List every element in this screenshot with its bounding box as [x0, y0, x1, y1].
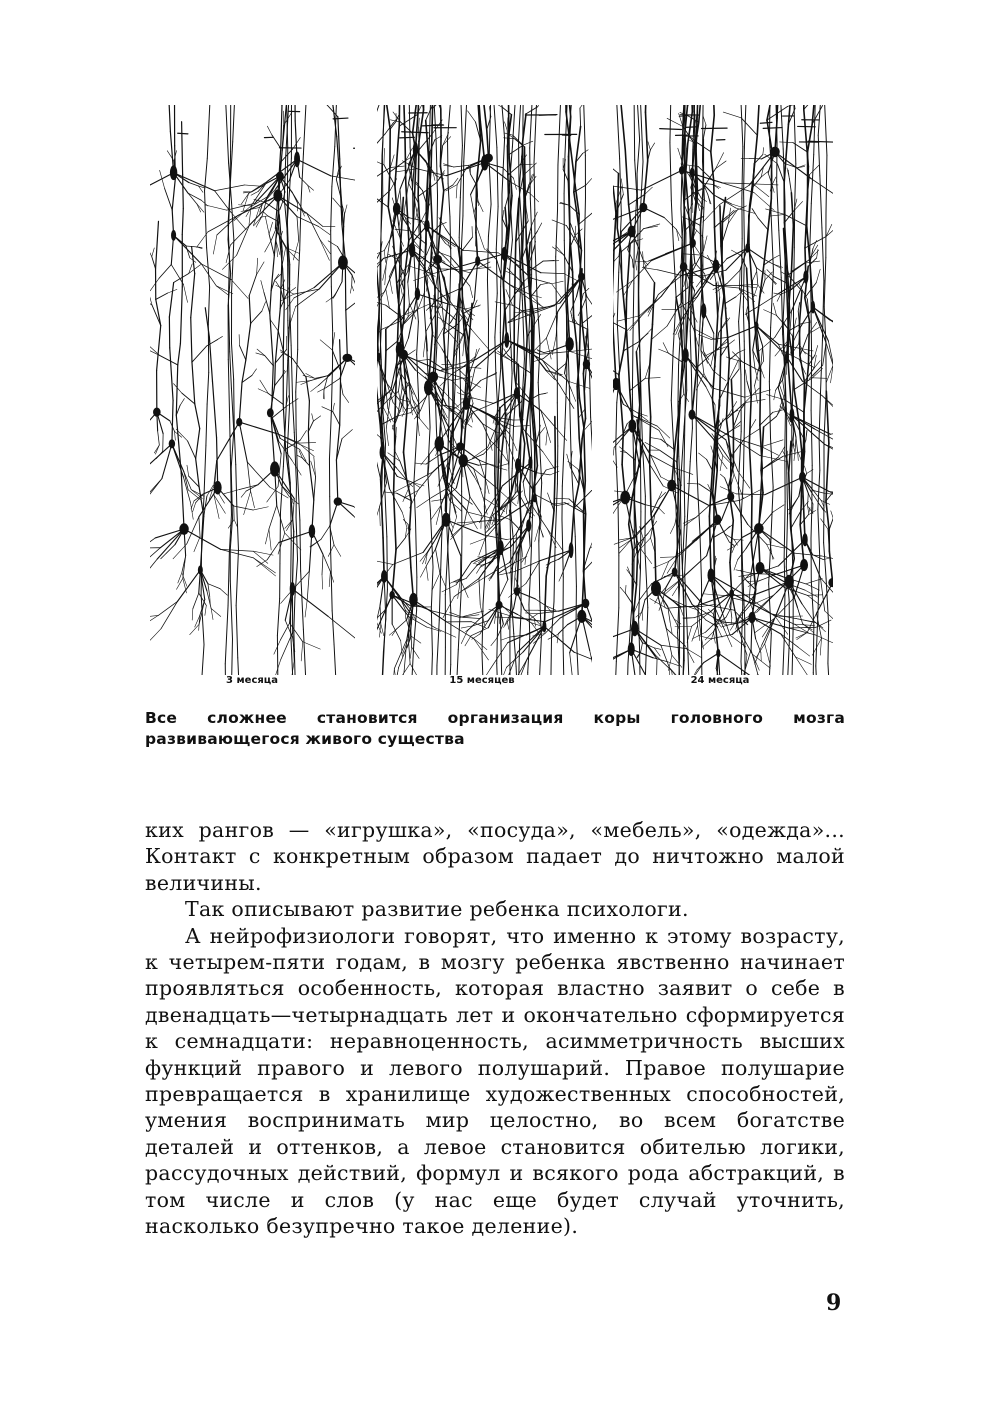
paragraph-3: А нейрофизиологи говорят, что именно к этому возрасту, к четырем-пяти годам, в мозгу ребенка явственно начинает проявляться особенность, которая властно заявит о себе в двенадцать—четырнадцать лет и окончательно сформируется к семнадцати: неравноценность, асимметричность высших функций правого и левого полушарий. Правое полушарие превращается в хранилище художественных способностей, умения воспринимать мир целостно, во всем богатстве деталей и оттенков, а левое становится обителью логики, рассудочных действий, формул и всякого рода абстракций, в том числе и слов (у нас еще будет случай уточнить, насколько безупречно такое деление).: [145, 923, 845, 1239]
neuron-drawing-3-months: [150, 105, 355, 675]
figure-caption: Все сложнее становится организация коры головного мозга развивающегося живого существа: [145, 709, 845, 748]
cortex-panel-15-months: [377, 105, 592, 675]
neuron-figure: [145, 95, 840, 695]
cortex-panel-3-months: [150, 105, 355, 675]
panel-label-15-months: 15 месяцев: [449, 675, 515, 686]
panel-label-24-months: 24 месяца: [690, 675, 750, 686]
page-number: 9: [826, 1290, 842, 1316]
cortex-panel-24-months: [613, 105, 833, 675]
body-text: [145, 817, 845, 1240]
neuron-drawing-24-months: [613, 105, 833, 675]
paragraph-2: Так описывают развитие ребенка психологи.: [185, 897, 689, 922]
panel-label-3-months: 3 месяца: [226, 675, 278, 686]
neuron-drawing-15-months: [377, 105, 592, 675]
paragraph-1: ких рангов — «игрушка», «посуда», «мебель», «одежда»... Контакт с конкретным образом падает до ничтожно малой величины.: [145, 818, 845, 895]
